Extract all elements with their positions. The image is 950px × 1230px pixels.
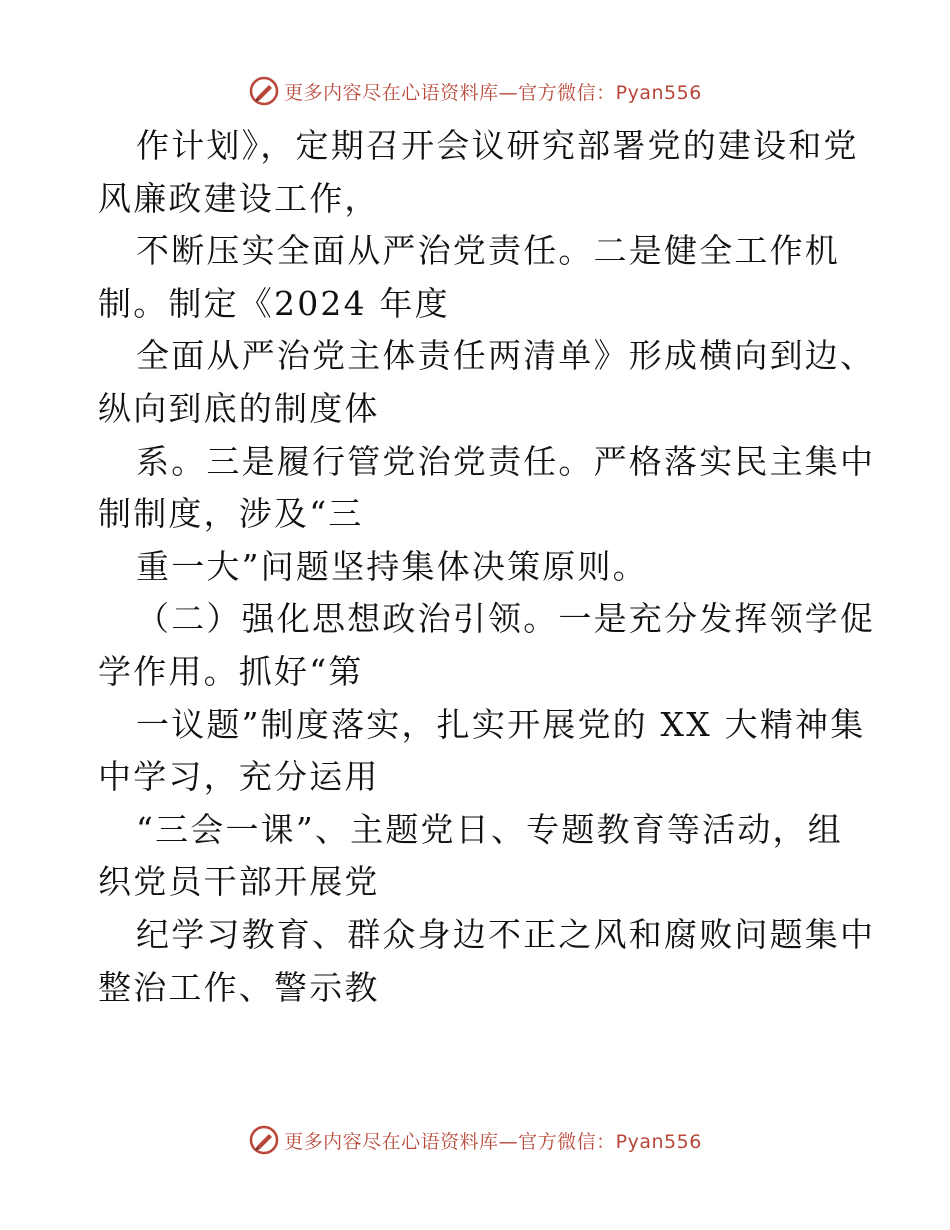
footer-watermark [0, 1120, 950, 1160]
body-line: 制。制定《2024 年度 [98, 283, 450, 323]
body-line: 系。三是履行管党治党责任。严格落实民主集中 [136, 441, 876, 481]
header-watermark [0, 71, 950, 111]
body-line: “三会一课”、主题党日、专题教育等活动，组 [136, 809, 843, 849]
body-line: 织党员干部开展党 [98, 862, 380, 902]
body-line: 制制度，涉及“三 [98, 494, 364, 534]
body-line: 全面从严治党主体责任两清单》形成横向到边、 [136, 336, 876, 376]
body-line: 不断压实全面从严治党责任。二是健全工作机 [136, 231, 840, 271]
body-line: 一议题”制度落实，扎实开展党的 XX 大精神集 [136, 704, 866, 744]
body-line: 学作用。抓好“第 [98, 651, 364, 691]
body-line: （二）强化思想政治引领。一是充分发挥领学促 [136, 599, 876, 639]
document-body [98, 120, 876, 1014]
watermark-text: 更多内容尽在心语资料库—官方微信：Pyan556 [284, 1130, 702, 1153]
body-line: 作计划》，定期召开会议研究部署党的建设和党 [136, 126, 859, 165]
body-line: 中学习，充分运用 [98, 757, 380, 797]
watermark-text: 更多内容尽在心语资料库—官方微信：Pyan556 [284, 81, 702, 104]
body-line: 纪学习教育、群众身边不正之风和腐败问题集中 [136, 914, 876, 954]
body-line: 纵向到底的制度体 [98, 388, 380, 428]
body-line: 整治工作、警示教 [98, 967, 380, 1007]
body-line: 重一大”问题坚持集体决策原则。 [136, 546, 648, 586]
pen-logo-icon [248, 1124, 280, 1156]
pen-logo-icon [248, 75, 280, 107]
body-line: 风廉政建设工作， [98, 178, 380, 218]
